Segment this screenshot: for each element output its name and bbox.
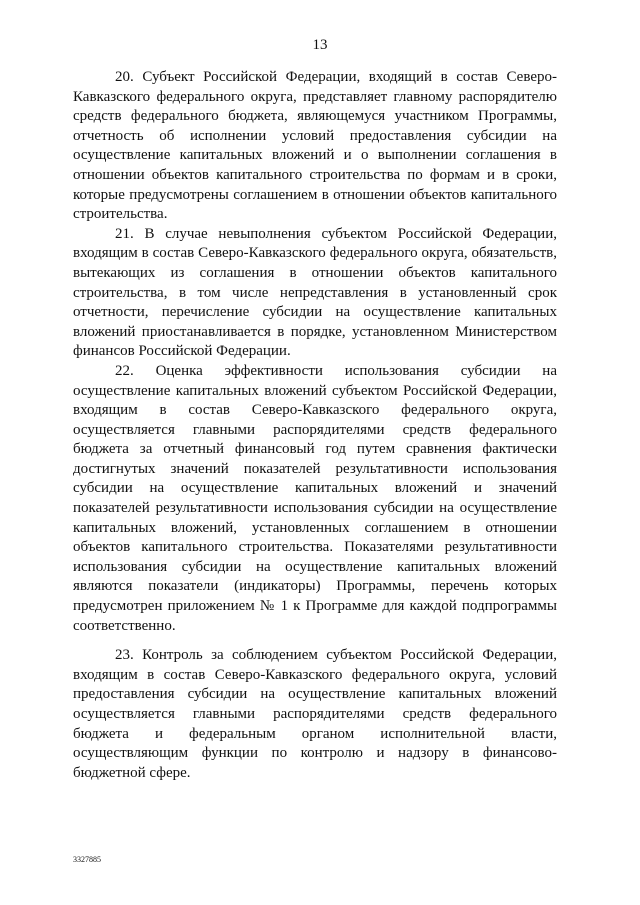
paragraph-20: 20. Субъект Российской Федерации, входящий в состав Северо-Кавказского федерального округа, представляет главному распорядителю средств федерального бюджета, являющемуся участником Программы, отчетность об исполнении условий предоставления субсидии на осуществление капитальных вложений и о выполнении соглашения в отношении объектов капитального строительства по формам и в сроки, которые предусмотрены соглашением в отношении объектов капитального строительства. bbox=[73, 69, 557, 223]
document-code: 3327885 bbox=[73, 855, 101, 864]
page-number: 13 bbox=[312, 37, 328, 53]
paragraph-23: 23. Контроль за соблюдением субъектом Российской Федерации, входящим в состав Северо-Кавказского федерального округа, условий предоставления субсидии на осуществление капитальных вложений осуществляется главными распорядителями средств федерального бюджета и федеральным органом исполнительной власти, осуществляющим функции по контролю и надзору в финансово-бюджетной сфере. bbox=[73, 647, 557, 781]
paragraph-22: 22. Оценка эффективности использования субсидии на осуществление капитальных вложений субъектом Российской Федерации, входящим в состав Северо-Кавказского федерального округа, осуществляется главными распорядителями средств федерального бюджета за отчетный финансовый год путем сравнения фактически достигнутых значений показателей результативности использования субсидии на осуществление капитальных вложений и значений показателей результативности использования субсидии на осуществление капитальных вложений, установленных соглашением в отношении объектов капитального строительства. Показателями результативности использования субсидии на осуществление капитальных вложений являются показатели (индикаторы) Программы, перечень которых предусмотрен приложением № 1 к Программе для каждой подпрограммы соответственно. bbox=[73, 362, 557, 634]
paragraph-21: 21. В случае невыполнения субъектом Российской Федерации, входящим в состав Северо-Кавказского федерального округа, обязательств, вытекающих из соглашения в отношении объектов капитального строительства, в том числе непредставления в установленный срок отчетности, перечисление субсидии на осуществление капитальных вложений приостанавливается в порядке, установленном Министерством финансов Российской Федерации. bbox=[73, 225, 557, 360]
document-body bbox=[73, 68, 557, 783]
